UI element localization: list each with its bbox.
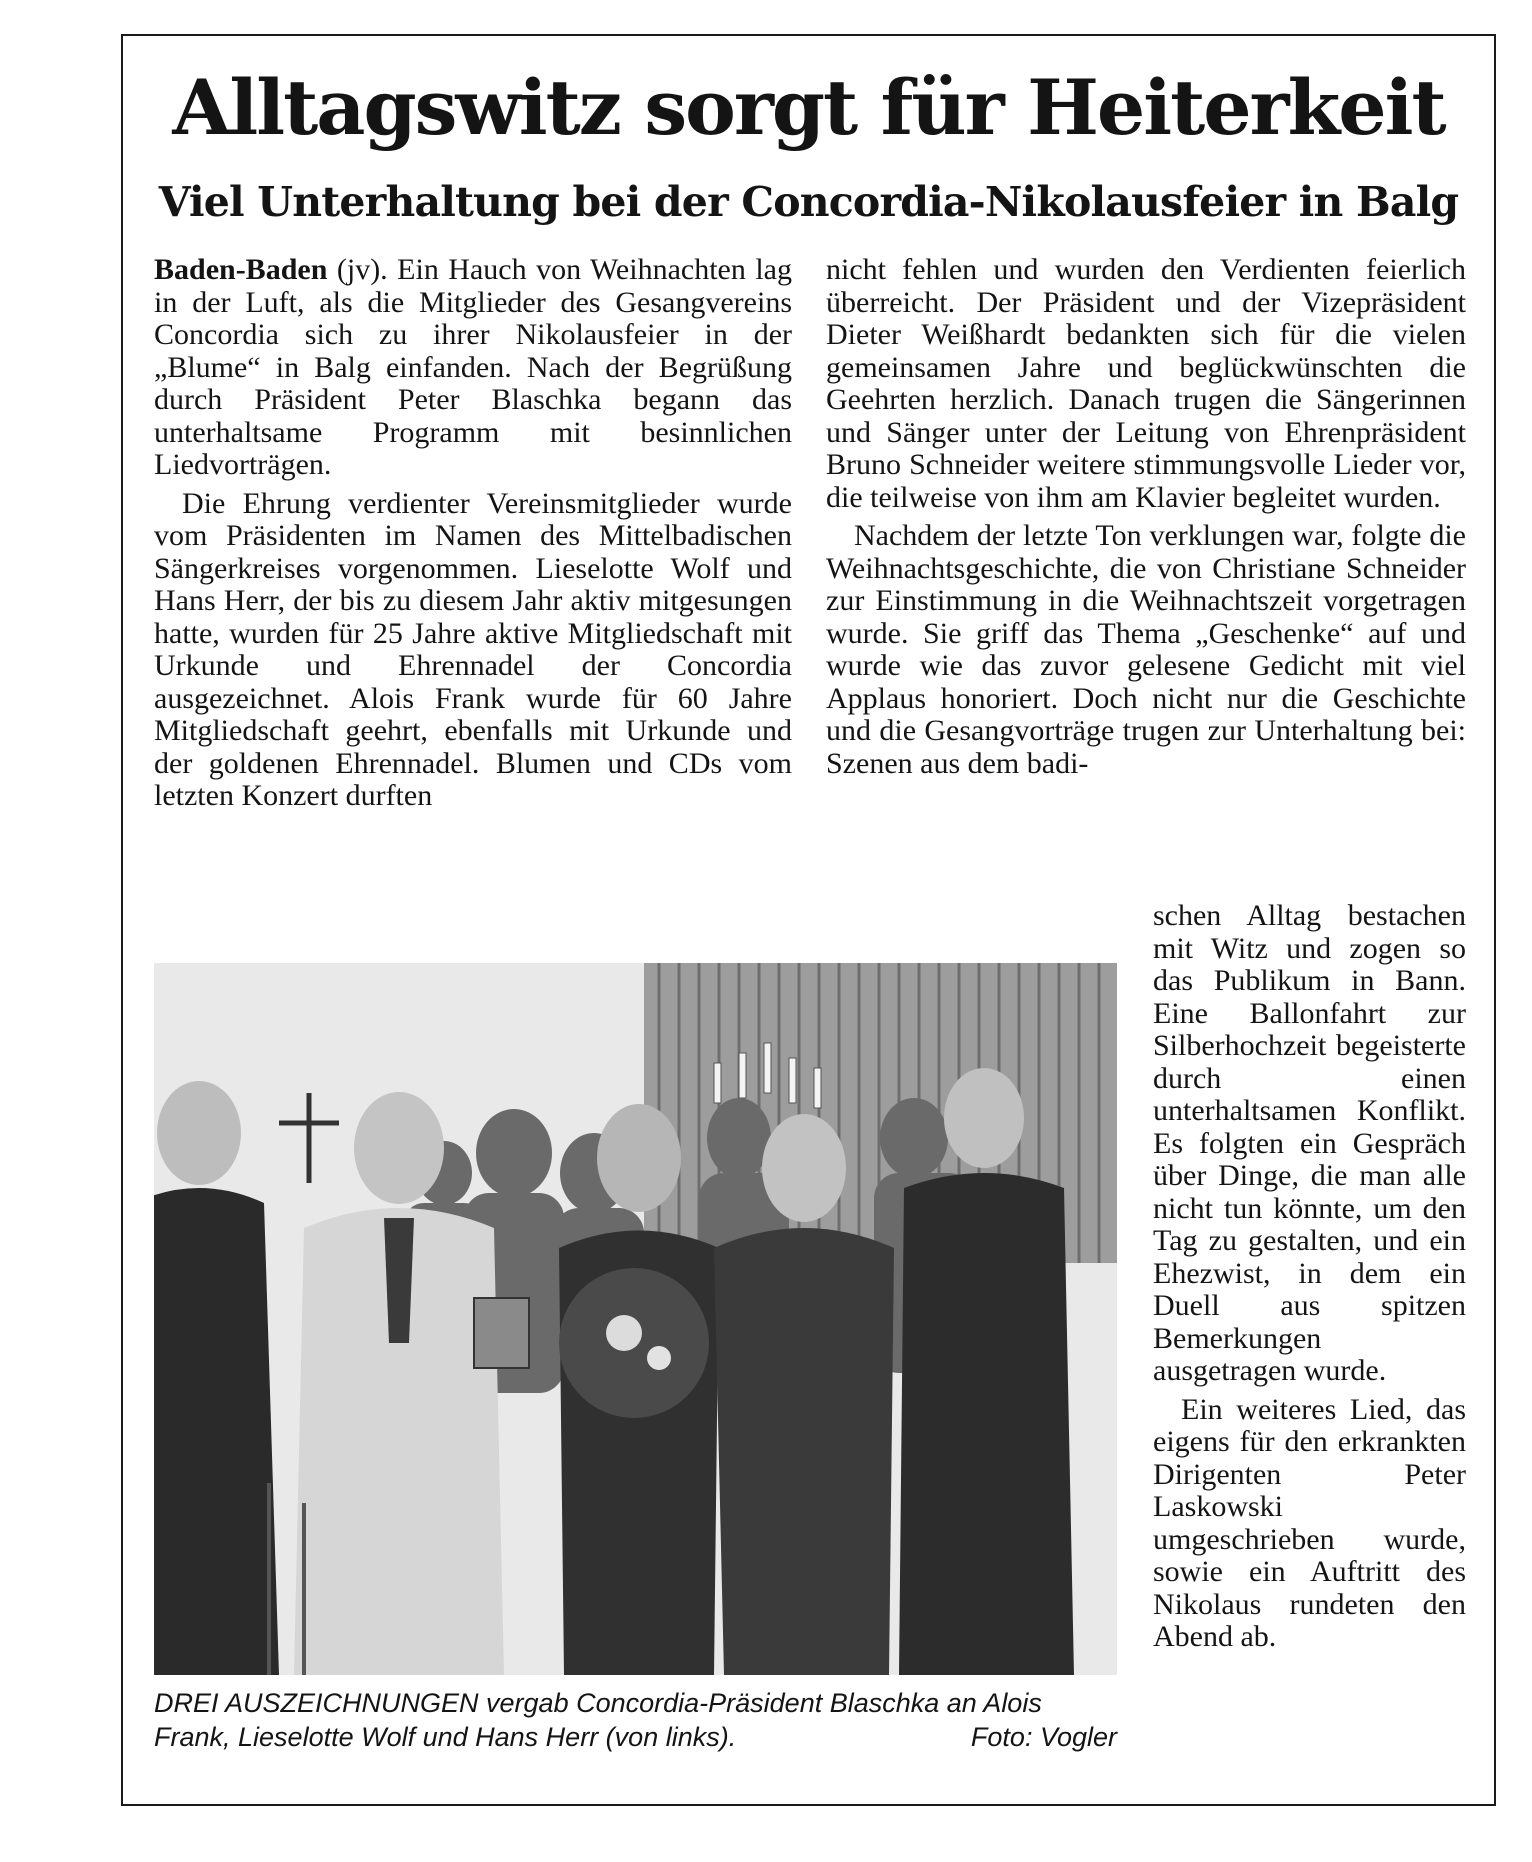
text-column-2 — [826, 254, 1466, 780]
caption-text-2: Frank, Lieselotte Wolf und Hans Herr (von links). — [154, 1722, 737, 1752]
paragraph-3-continued: schen Alltag bestachen mit Witz und zogen so das Publikum in Bann. Eine Ballonfahrt zur Silberhochzeit begeisterte durch einen unterhaltsamen Konflikt. Es folgten ein Gespräch über Dinge, die man alle nicht tun könnte, um den Tag zu gestalten, und ein Ehezwist, in dem ein Duell aus spitzen Bemerkungen ausgetragen wurde. — [1153, 899, 1466, 1387]
caption-text-1: vergab Concordia-Präsident Blaschka an Alois — [478, 1688, 1042, 1718]
photo-caption — [154, 1686, 1117, 1754]
subheadline: Viel Unterhaltung bei der Concordia-Nikolausfeier in Balg — [158, 178, 1459, 226]
caption-line-2 — [154, 1720, 1117, 1754]
dateline: Baden-Baden — [154, 253, 328, 286]
caption-lead: DREI AUSZEICHNUNGEN — [154, 1688, 479, 1718]
caption-line-1 — [154, 1686, 1117, 1720]
text-column-1 — [154, 254, 792, 813]
text-column-3 — [1153, 900, 1466, 1654]
paragraph-2: Die Ehrung verdienter Vereinsmitglieder wurde vom Präsidenten im Namen des Mittelbadischen Sängerkreises vorgenommen. Lieselotte Wolf und Hans Herr, der bis zu diesem Jahr aktiv mitgesungen hatte, wurden für 25 Jahre aktive Mitgliedschaft mit Urkunde und Ehrennadel der Concordia ausgezeichnet. Alois Frank wurde für 60 Jahre Mitgliedschaft geehrt, ebenfalls mit Urkunde und der goldenen Ehrennadel. Blumen und CDs vom letzten Konzert durften — [154, 486, 792, 812]
paragraph-2-continued: nicht fehlen und wurden den Verdienten feierlich überreicht. Der Präsident und der Vizepräsident Dieter Weißhardt bedankten sich für die vielen gemeinsamen Jahre und beglückwünschten die Geehrten herzlich. Danach trugen die Sängerinnen und Sänger unter der Leitung von Ehrenpräsident Bruno Schneider weitere stimmungsvolle Lieder vor, die teilweise von ihm am Klavier begleitet wurden. — [826, 253, 1466, 514]
headline: Alltagswitz sorgt für Heiterkeit — [172, 63, 1445, 152]
lead-text: (jv). Ein Hauch von Weihnachten lag in der Luft, als die Mitglieder des Gesangvereins Concordia sich zu ihrer Nikolausfeier in der „Blume“ in Balg einfanden. Nach der Begrüßung durch Präsident Peter Blaschka begann das unterhaltsame Programm mit besinnlichen Liedvorträgen. — [154, 253, 792, 481]
paragraph-4: Ein weiteres Lied, das eigens für den erkrankten Dirigenten Peter Laskowski umgeschrieben wurde, sowie ein Auftritt des Nikolaus rundeten den Abend ab. — [1153, 1392, 1466, 1653]
group-photo — [154, 963, 1117, 1675]
paragraph-3: Nachdem der letzte Ton verklungen war, folgte die Weihnachtsgeschichte, die von Christiane Schneider zur Einstimmung in die Weihnachtszeit vorgetragen wurde. Sie griff das Thema „Geschenke“ auf und wurde wie das zuvor gelesene Gedicht mit viel Applaus honoriert. Doch nicht nur die Geschichte und die Gesangvorträge trugen zur Unterhaltung bei: Szenen aus dem badi- — [826, 519, 1466, 780]
photo-credit: Foto: Vogler — [970, 1722, 1117, 1752]
lead-paragraph — [154, 254, 792, 482]
